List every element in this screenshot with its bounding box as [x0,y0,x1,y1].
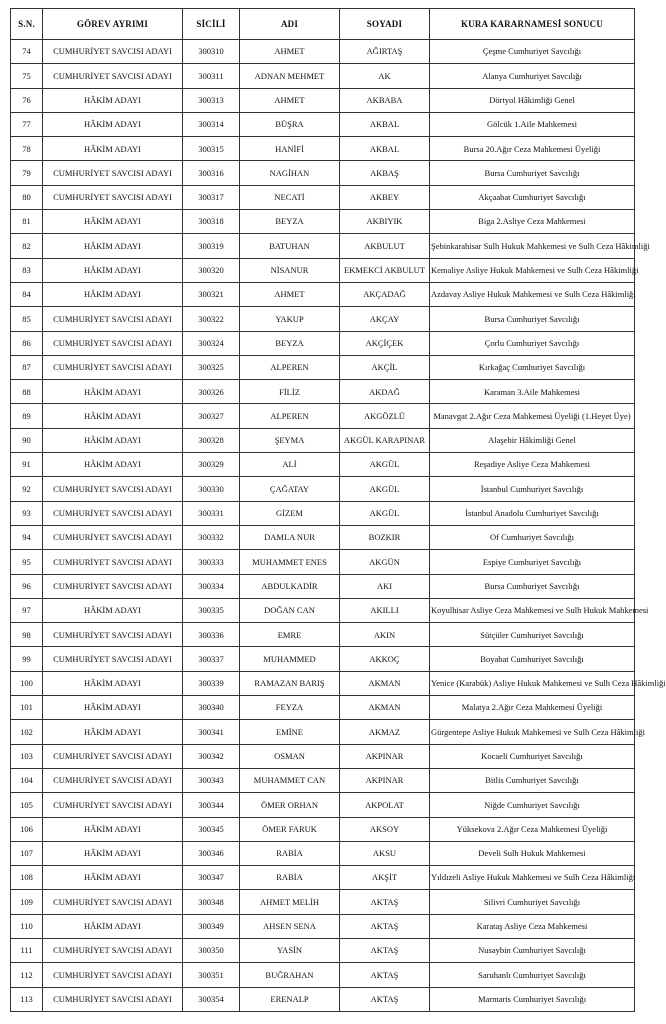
cell-soyadi: AKŞİT [340,866,430,890]
cell-gorev-ayrimi: CUMHURİYET SAVCISI ADAYI [43,525,183,549]
cell-kura-sonucu: Kemaliye Asliye Hukuk Mahkemesi ve Sulh Ceza Hâkimliği [430,258,635,282]
table-row [11,817,635,841]
cell-kura-sonucu: Bursa 20.Ağır Ceza Mahkemesi Üyeliği [430,137,635,161]
cell-sicili: 300346 [183,841,240,865]
cell-adi: DOĞAN CAN [240,598,340,622]
cell-kura-sonucu: Nusaybin Cumhuriyet Savcılığı [430,938,635,962]
table-row [11,598,635,622]
cell-adi: BÜŞRA [240,112,340,136]
table-row [11,282,635,306]
cell-adi: EMRE [240,623,340,647]
cell-soyadi: AKMAN [340,671,430,695]
cell-sicili: 300324 [183,331,240,355]
cell-kura-sonucu: Çeşme Cumhuriyet Savcılığı [430,40,635,64]
cell-soyadi: AKMAN [340,696,430,720]
cell-sn: 103 [11,744,43,768]
table-row [11,355,635,379]
table-row [11,720,635,744]
cell-sn: 80 [11,185,43,209]
cell-adi: ÖMER ORHAN [240,793,340,817]
cell-soyadi: AKGÜL [340,453,430,477]
table-row [11,914,635,938]
cell-gorev-ayrimi: HÂKİM ADAYI [43,696,183,720]
cell-soyadi: AKÇİÇEK [340,331,430,355]
header-adi: ADI [240,9,340,40]
cell-sn: 94 [11,525,43,549]
cell-adi: NİSANUR [240,258,340,282]
cell-adi: ALİ [240,453,340,477]
cell-sn: 105 [11,793,43,817]
header-kura-sonucu: KURA KARARNAMESİ SONUCU [430,9,635,40]
cell-gorev-ayrimi: CUMHURİYET SAVCISI ADAYI [43,477,183,501]
cell-kura-sonucu: İstanbul Cumhuriyet Savcılığı [430,477,635,501]
cell-sicili: 300325 [183,355,240,379]
cell-kura-sonucu: Develi Sulh Hukuk Mahkemesi [430,841,635,865]
table-row [11,234,635,258]
cell-kura-sonucu: Yüksekova 2.Ağır Ceza Mahkemesi Üyeliği [430,817,635,841]
cell-sicili: 300350 [183,938,240,962]
cell-sicili: 300339 [183,671,240,695]
cell-sn: 89 [11,404,43,428]
cell-kura-sonucu: Alanya Cumhuriyet Savcılığı [430,64,635,88]
cell-gorev-ayrimi: CUMHURİYET SAVCISI ADAYI [43,307,183,331]
cell-gorev-ayrimi: HÂKİM ADAYI [43,137,183,161]
cell-gorev-ayrimi: CUMHURİYET SAVCISI ADAYI [43,623,183,647]
cell-gorev-ayrimi: CUMHURİYET SAVCISI ADAYI [43,793,183,817]
table-row [11,88,635,112]
cell-kura-sonucu: Çorlu Cumhuriyet Savcılığı [430,331,635,355]
cell-sicili: 300337 [183,647,240,671]
cell-kura-sonucu: Yıldızeli Asliye Hukuk Mahkemesi ve Sulh Ceza Hâkimliği [430,866,635,890]
cell-adi: RABİA [240,841,340,865]
cell-sicili: 300328 [183,428,240,452]
cell-kura-sonucu: Karaman 3.Aile Mahkemesi [430,380,635,404]
cell-sicili: 300347 [183,866,240,890]
cell-soyadi: AKBULUT [340,234,430,258]
cell-kura-sonucu: Saruhanlı Cumhuriyet Savcılığı [430,963,635,987]
cell-gorev-ayrimi: HÂKİM ADAYI [43,258,183,282]
cell-soyadi: AKBAL [340,112,430,136]
cell-adi: ALPEREN [240,355,340,379]
cell-soyadi: AKDAĞ [340,380,430,404]
table-row [11,501,635,525]
cell-sicili: 300336 [183,623,240,647]
table-row [11,793,635,817]
cell-adi: AHMET [240,88,340,112]
cell-gorev-ayrimi: CUMHURİYET SAVCISI ADAYI [43,890,183,914]
cell-gorev-ayrimi: CUMHURİYET SAVCISI ADAYI [43,331,183,355]
table-row [11,380,635,404]
cell-gorev-ayrimi: HÂKİM ADAYI [43,282,183,306]
cell-kura-sonucu: Dörtyol Hâkimliği Genel [430,88,635,112]
cell-soyadi: AKTAŞ [340,938,430,962]
cell-soyadi: AKBAL [340,137,430,161]
table-row [11,453,635,477]
cell-adi: NECATİ [240,185,340,209]
cell-adi: AHSEN SENA [240,914,340,938]
cell-sicili: 300343 [183,768,240,792]
table-row [11,137,635,161]
cell-kura-sonucu: Gürgentepe Asliye Hukuk Mahkemesi ve Sulh Ceza Hâkimliği [430,720,635,744]
table-row [11,161,635,185]
cell-adi: EMİNE [240,720,340,744]
table-row [11,623,635,647]
cell-gorev-ayrimi: CUMHURİYET SAVCISI ADAYI [43,963,183,987]
cell-soyadi: AKTAŞ [340,987,430,1011]
cell-adi: OSMAN [240,744,340,768]
cell-sicili: 300316 [183,161,240,185]
cell-kura-sonucu: Silivri Cumhuriyet Savcılığı [430,890,635,914]
cell-adi: DAMLA NUR [240,525,340,549]
cell-sn: 88 [11,380,43,404]
cell-adi: BATUHAN [240,234,340,258]
cell-gorev-ayrimi: CUMHURİYET SAVCISI ADAYI [43,355,183,379]
cell-soyadi: AKBAŞ [340,161,430,185]
cell-sn: 86 [11,331,43,355]
cell-sicili: 300354 [183,987,240,1011]
cell-soyadi: AKÇİL [340,355,430,379]
cell-kura-sonucu: Espiye Cumhuriyet Savcılığı [430,550,635,574]
cell-sicili: 300313 [183,88,240,112]
cell-sn: 107 [11,841,43,865]
cell-sn: 77 [11,112,43,136]
cell-sn: 85 [11,307,43,331]
cell-kura-sonucu: Koyulhisar Asliye Ceza Mahkemesi ve Sulh Hukuk Mahkemesi [430,598,635,622]
cell-kura-sonucu: Malatya 2.Ağır Ceza Mahkemesi Üyeliği [430,696,635,720]
cell-soyadi: AKILLI [340,598,430,622]
cell-sn: 97 [11,598,43,622]
cell-sicili: 300326 [183,380,240,404]
cell-sicili: 300321 [183,282,240,306]
cell-soyadi: AKGÖZLÜ [340,404,430,428]
cell-kura-sonucu: Kocaeli Cumhuriyet Savcılığı [430,744,635,768]
table-row [11,671,635,695]
cell-sn: 90 [11,428,43,452]
cell-sicili: 300341 [183,720,240,744]
cell-soyadi: AKGÜN [340,550,430,574]
table-row [11,525,635,549]
cell-soyadi: AKIN [340,623,430,647]
table-row [11,841,635,865]
cell-soyadi: AKGÜL [340,477,430,501]
table-row [11,744,635,768]
table-row [11,307,635,331]
cell-kura-sonucu: Reşadiye Asliye Ceza Mahkemesi [430,453,635,477]
cell-soyadi: AKBIYIK [340,210,430,234]
header-sn: S.N. [11,9,43,40]
cell-gorev-ayrimi: HÂKİM ADAYI [43,866,183,890]
cell-adi: BEYZA [240,331,340,355]
table-row [11,768,635,792]
cell-gorev-ayrimi: HÂKİM ADAYI [43,234,183,258]
cell-sicili: 300348 [183,890,240,914]
cell-adi: ÇAĞATAY [240,477,340,501]
cell-sn: 81 [11,210,43,234]
cell-kura-sonucu: Marmaris Cumhuriyet Savcılığı [430,987,635,1011]
cell-sicili: 300349 [183,914,240,938]
header-row [11,9,635,40]
cell-soyadi: AKPINAR [340,744,430,768]
cell-sn: 82 [11,234,43,258]
cell-adi: YAKUP [240,307,340,331]
cell-kura-sonucu: Bursa Cumhuriyet Savcılığı [430,574,635,598]
cell-sicili: 300344 [183,793,240,817]
cell-gorev-ayrimi: CUMHURİYET SAVCISI ADAYI [43,501,183,525]
cell-soyadi: AKMAZ [340,720,430,744]
cell-soyadi: AKBEY [340,185,430,209]
cell-sn: 87 [11,355,43,379]
cell-kura-sonucu: Niğde Cumhuriyet Savcılığı [430,793,635,817]
cell-gorev-ayrimi: HÂKİM ADAYI [43,88,183,112]
table-row [11,112,635,136]
cell-sicili: 300317 [183,185,240,209]
table-row [11,890,635,914]
cell-adi: ŞEYMA [240,428,340,452]
cell-adi: ÖMER FARUK [240,817,340,841]
cell-adi: FEYZA [240,696,340,720]
table-row [11,185,635,209]
cell-adi: MUHAMMET ENES [240,550,340,574]
cell-kura-sonucu: Akçaabat Cumhuriyet Savcılığı [430,185,635,209]
cell-gorev-ayrimi: HÂKİM ADAYI [43,598,183,622]
cell-sn: 100 [11,671,43,695]
cell-sn: 109 [11,890,43,914]
cell-sicili: 300351 [183,963,240,987]
cell-sn: 111 [11,938,43,962]
cell-gorev-ayrimi: HÂKİM ADAYI [43,671,183,695]
cell-sn: 92 [11,477,43,501]
cell-soyadi: AKBABA [340,88,430,112]
table-row [11,938,635,962]
cell-kura-sonucu: Of Cumhuriyet Savcılığı [430,525,635,549]
cell-soyadi: AKGÜL KARAPINAR [340,428,430,452]
cell-kura-sonucu: Bursa Cumhuriyet Savcılığı [430,307,635,331]
cell-gorev-ayrimi: HÂKİM ADAYI [43,841,183,865]
cell-soyadi: AKTAŞ [340,914,430,938]
cell-sn: 74 [11,40,43,64]
cell-adi: YASİN [240,938,340,962]
table-row [11,696,635,720]
cell-adi: GİZEM [240,501,340,525]
cell-gorev-ayrimi: CUMHURİYET SAVCISI ADAYI [43,938,183,962]
cell-adi: BUĞRAHAN [240,963,340,987]
cell-sn: 104 [11,768,43,792]
cell-sicili: 300314 [183,112,240,136]
cell-adi: ERENALP [240,987,340,1011]
cell-kura-sonucu: Manavgat 2.Ağır Ceza Mahkemesi Üyeliği (1.Heyet Üye) [430,404,635,428]
cell-sn: 78 [11,137,43,161]
table-row [11,40,635,64]
table-row [11,210,635,234]
cell-kura-sonucu: Alaşehir Hâkimliği Genel [430,428,635,452]
cell-adi: ALPEREN [240,404,340,428]
cell-kura-sonucu: Yenice (Karabük) Asliye Hukuk Mahkemesi ve Sulh Ceza Hâkimliği [430,671,635,695]
cell-sn: 84 [11,282,43,306]
cell-gorev-ayrimi: HÂKİM ADAYI [43,428,183,452]
cell-kura-sonucu: Karataş Asliye Ceza Mahkemesi [430,914,635,938]
cell-sicili: 300335 [183,598,240,622]
cell-adi: HANİFİ [240,137,340,161]
cell-adi: RABİA [240,866,340,890]
cell-sn: 110 [11,914,43,938]
cell-sn: 113 [11,987,43,1011]
cell-sicili: 300322 [183,307,240,331]
cell-kura-sonucu: Biga 2.Asliye Ceza Mahkemesi [430,210,635,234]
table-row [11,550,635,574]
cell-adi: AHMET MELİH [240,890,340,914]
cell-soyadi: AKGÜL [340,501,430,525]
cell-gorev-ayrimi: CUMHURİYET SAVCISI ADAYI [43,647,183,671]
cell-adi: FİLİZ [240,380,340,404]
cell-soyadi: AKTAŞ [340,890,430,914]
cell-kura-sonucu: Bursa Cumhuriyet Savcılığı [430,161,635,185]
cell-gorev-ayrimi: HÂKİM ADAYI [43,210,183,234]
cell-sicili: 300310 [183,40,240,64]
cell-sn: 106 [11,817,43,841]
cell-soyadi: AKSOY [340,817,430,841]
cell-sn: 83 [11,258,43,282]
cell-soyadi: AKKOÇ [340,647,430,671]
cell-sn: 98 [11,623,43,647]
table-row [11,987,635,1011]
cell-sicili: 300320 [183,258,240,282]
cell-gorev-ayrimi: CUMHURİYET SAVCISI ADAYI [43,40,183,64]
cell-gorev-ayrimi: HÂKİM ADAYI [43,453,183,477]
cell-gorev-ayrimi: HÂKİM ADAYI [43,914,183,938]
cell-soyadi: BOZKIR [340,525,430,549]
table-row [11,866,635,890]
cell-sn: 99 [11,647,43,671]
cell-soyadi: AKÇADAĞ [340,282,430,306]
cell-kura-sonucu: Şebinkarahisar Sulh Hukuk Mahkemesi ve Sulh Ceza Hâkimliği [430,234,635,258]
cell-kura-sonucu: Azdavay Asliye Hukuk Mahkemesi ve Sulh Ceza Hâkimliği [430,282,635,306]
cell-soyadi: AĞIRTAŞ [340,40,430,64]
cell-sn: 108 [11,866,43,890]
cell-gorev-ayrimi: HÂKİM ADAYI [43,380,183,404]
cell-adi: ABDULKADİR [240,574,340,598]
cell-sicili: 300329 [183,453,240,477]
cell-adi: NAGİHAN [240,161,340,185]
cell-gorev-ayrimi: CUMHURİYET SAVCISI ADAYI [43,768,183,792]
cell-gorev-ayrimi: CUMHURİYET SAVCISI ADAYI [43,185,183,209]
cell-sicili: 300345 [183,817,240,841]
cell-kura-sonucu: Kırkağaç Cumhuriyet Savcılığı [430,355,635,379]
cell-sn: 76 [11,88,43,112]
cell-soyadi: AKTAŞ [340,963,430,987]
cell-kura-sonucu: Gölcük 1.Aile Mahkemesi [430,112,635,136]
cell-sn: 112 [11,963,43,987]
cell-sicili: 300315 [183,137,240,161]
cell-sicili: 300342 [183,744,240,768]
table-row [11,428,635,452]
cell-sicili: 300327 [183,404,240,428]
cell-sn: 101 [11,696,43,720]
cell-gorev-ayrimi: CUMHURİYET SAVCISI ADAYI [43,64,183,88]
cell-adi: MUHAMMET CAN [240,768,340,792]
cell-sicili: 300311 [183,64,240,88]
cell-sn: 75 [11,64,43,88]
table-row [11,64,635,88]
cell-gorev-ayrimi: CUMHURİYET SAVCISI ADAYI [43,987,183,1011]
cell-sicili: 300331 [183,501,240,525]
cell-adi: RAMAZAN BARIŞ [240,671,340,695]
cell-soyadi: EKMEKCİ AKBULUT [340,258,430,282]
cell-soyadi: AK [340,64,430,88]
table-row [11,404,635,428]
cell-adi: AHMET [240,40,340,64]
cell-gorev-ayrimi: HÂKİM ADAYI [43,720,183,744]
cell-gorev-ayrimi: CUMHURİYET SAVCISI ADAYI [43,744,183,768]
cell-kura-sonucu: İstanbul Anadolu Cumhuriyet Savcılığı [430,501,635,525]
table-row [11,477,635,501]
cell-gorev-ayrimi: HÂKİM ADAYI [43,112,183,136]
cell-sicili: 300319 [183,234,240,258]
table-row [11,647,635,671]
cell-sn: 91 [11,453,43,477]
cell-soyadi: AKPOLAT [340,793,430,817]
cell-kura-sonucu: Boyabat Cumhuriyet Savcılığı [430,647,635,671]
cell-adi: ADNAN MEHMET [240,64,340,88]
cell-adi: BEYZA [240,210,340,234]
header-sicili: SİCİLİ [183,9,240,40]
cell-gorev-ayrimi: CUMHURİYET SAVCISI ADAYI [43,161,183,185]
cell-gorev-ayrimi: HÂKİM ADAYI [43,817,183,841]
header-soyadi: SOYADI [340,9,430,40]
cell-soyadi: AKÇAY [340,307,430,331]
table-row [11,258,635,282]
cell-sicili: 300318 [183,210,240,234]
cell-adi: AHMET [240,282,340,306]
cell-sicili: 300333 [183,550,240,574]
cell-gorev-ayrimi: CUMHURİYET SAVCISI ADAYI [43,550,183,574]
cell-sicili: 300334 [183,574,240,598]
cell-sn: 102 [11,720,43,744]
cell-soyadi: AKSU [340,841,430,865]
cell-adi: MUHAMMED [240,647,340,671]
table-row [11,574,635,598]
cell-sicili: 300332 [183,525,240,549]
table-row [11,331,635,355]
cell-soyadi: AKI [340,574,430,598]
cell-sicili: 300340 [183,696,240,720]
cell-kura-sonucu: Bitlis Cumhuriyet Savcılığı [430,768,635,792]
cell-kura-sonucu: Sütçüler Cumhuriyet Savcılığı [430,623,635,647]
table-row [11,963,635,987]
cell-sn: 95 [11,550,43,574]
cell-gorev-ayrimi: HÂKİM ADAYI [43,404,183,428]
header-gorev-ayrimi: GÖREV AYRIMI [43,9,183,40]
cell-sicili: 300330 [183,477,240,501]
cell-gorev-ayrimi: CUMHURİYET SAVCISI ADAYI [43,574,183,598]
cell-sn: 93 [11,501,43,525]
cell-sn: 79 [11,161,43,185]
cell-soyadi: AKPINAR [340,768,430,792]
results-table [10,8,666,1012]
cell-sn: 96 [11,574,43,598]
